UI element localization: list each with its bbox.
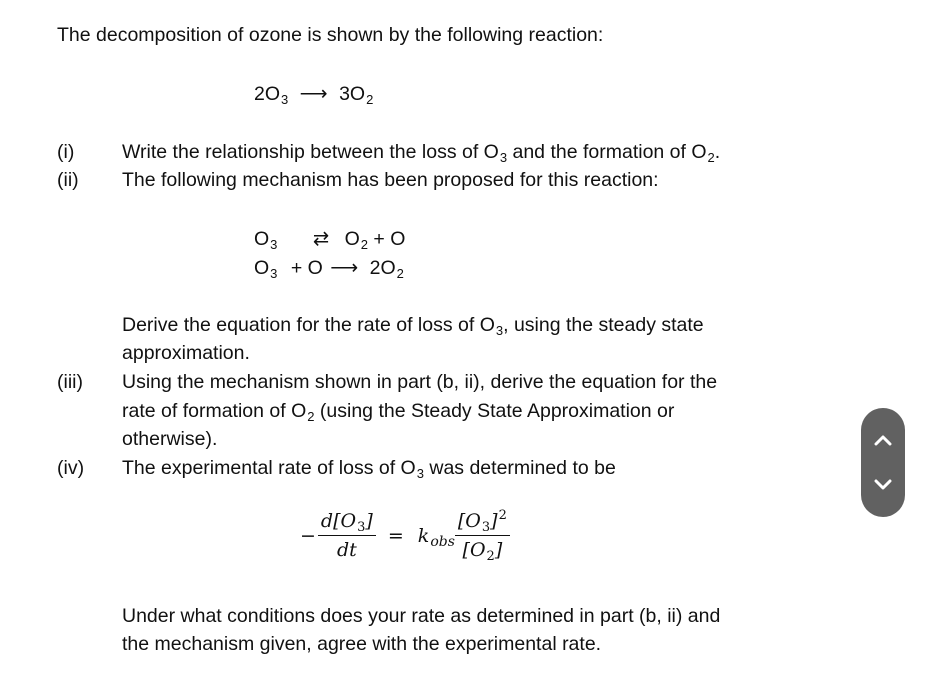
reaction-reactant-subscript: 3 xyxy=(281,92,289,107)
subscript: 2 xyxy=(486,549,495,564)
subscript: 3 xyxy=(416,466,424,481)
subscript: 3 xyxy=(481,520,491,535)
k-symbol: k xyxy=(417,524,430,547)
derive-line-1 xyxy=(122,311,704,342)
text-part: was determined to be xyxy=(423,457,616,479)
step2-reactant: O xyxy=(254,257,270,279)
closing-line-1: Under what conditions does your rate as determined in part (b, ii) and xyxy=(122,605,721,627)
subscript: 3 xyxy=(357,520,366,535)
text-part: The experimental rate of loss of O xyxy=(122,457,416,479)
step1-product-rest: + O xyxy=(368,228,406,250)
superscript: 2 xyxy=(498,508,507,523)
step1-reactant: O xyxy=(254,228,270,250)
item-label-i: (i) xyxy=(57,141,75,163)
page-nav-control xyxy=(861,408,905,517)
item-text-i xyxy=(122,138,720,169)
item-label-iii: (iii) xyxy=(57,371,83,393)
rhs-fraction xyxy=(455,508,510,564)
rate-equation xyxy=(300,508,510,564)
reaction-product-subscript: 2 xyxy=(366,92,374,107)
reaction-arrow: ⟶ xyxy=(330,257,359,279)
text-part: Derive the equation for the rate of loss of O xyxy=(122,314,495,336)
mechanism-step-1 xyxy=(254,225,405,255)
equilibrium-arrow: ⇄ xyxy=(312,228,330,250)
lhs-fraction xyxy=(318,510,376,561)
mechanism-step-2 xyxy=(254,254,404,284)
text-part: rate of formation of O xyxy=(122,400,307,422)
closing-line-2: the mechanism given, agree with the experimental rate. xyxy=(122,633,602,655)
item-label-ii: (ii) xyxy=(57,169,79,191)
subscript: 3 xyxy=(270,266,278,281)
item-text-ii: The following mechanism has been proposed for this reaction: xyxy=(122,169,659,191)
subscript: 3 xyxy=(270,237,278,252)
subscript: 2 xyxy=(360,237,368,252)
rhs-numerator xyxy=(455,510,510,536)
step1-product: O xyxy=(344,228,360,250)
text-part: . xyxy=(714,141,721,163)
intro-text: The decomposition of ozone is shown by the following reaction: xyxy=(57,24,604,46)
overall-reaction xyxy=(254,80,373,110)
chevron-down-icon xyxy=(874,479,892,491)
text-part: [O xyxy=(462,539,486,561)
text-part: [O xyxy=(457,510,481,532)
step2-product: 2O xyxy=(369,257,396,279)
item-iii-line-1: Using the mechanism shown in part (b, ii), derive the equation for the xyxy=(122,371,718,393)
reaction-product: 3O xyxy=(339,83,366,105)
item-iii-line-2 xyxy=(122,397,674,428)
derive-line-2: approximation. xyxy=(122,342,250,364)
text-part: ] xyxy=(490,510,498,532)
step2-reactant-rest: + O xyxy=(285,257,323,279)
lhs-denominator: dt xyxy=(336,539,357,561)
reaction-arrow: ⟶ xyxy=(299,83,328,105)
subscript: 2 xyxy=(307,409,315,424)
subscript: 3 xyxy=(495,323,504,338)
k-subscript: obs xyxy=(430,533,455,550)
chevron-up-icon xyxy=(874,434,892,446)
minus-sign: − xyxy=(300,524,316,547)
subscript: 2 xyxy=(396,266,404,281)
text-part: and the formation of O xyxy=(507,141,707,163)
text-part: Write the relationship between the loss of O xyxy=(122,141,499,163)
item-label-iv: (iv) xyxy=(57,457,85,479)
text-part: d[O xyxy=(320,510,357,532)
text-part: ] xyxy=(494,539,503,561)
equals-sign: = xyxy=(387,524,404,547)
subscript: 2 xyxy=(707,150,715,165)
reaction-reactant: 2O xyxy=(254,83,281,105)
text-part: , using the steady state xyxy=(503,314,704,336)
rhs-denominator xyxy=(455,536,510,564)
item-text-iv xyxy=(122,454,616,485)
text-part: ] xyxy=(365,510,373,532)
item-iii-line-3: otherwise). xyxy=(122,428,218,450)
subscript: 3 xyxy=(499,150,508,165)
rate-constant xyxy=(417,524,455,550)
lhs-numerator xyxy=(318,510,376,536)
scroll-up-button[interactable] xyxy=(861,418,905,462)
text-part: (using the Steady State Approximation or xyxy=(314,400,675,422)
scroll-down-button[interactable] xyxy=(861,463,905,507)
